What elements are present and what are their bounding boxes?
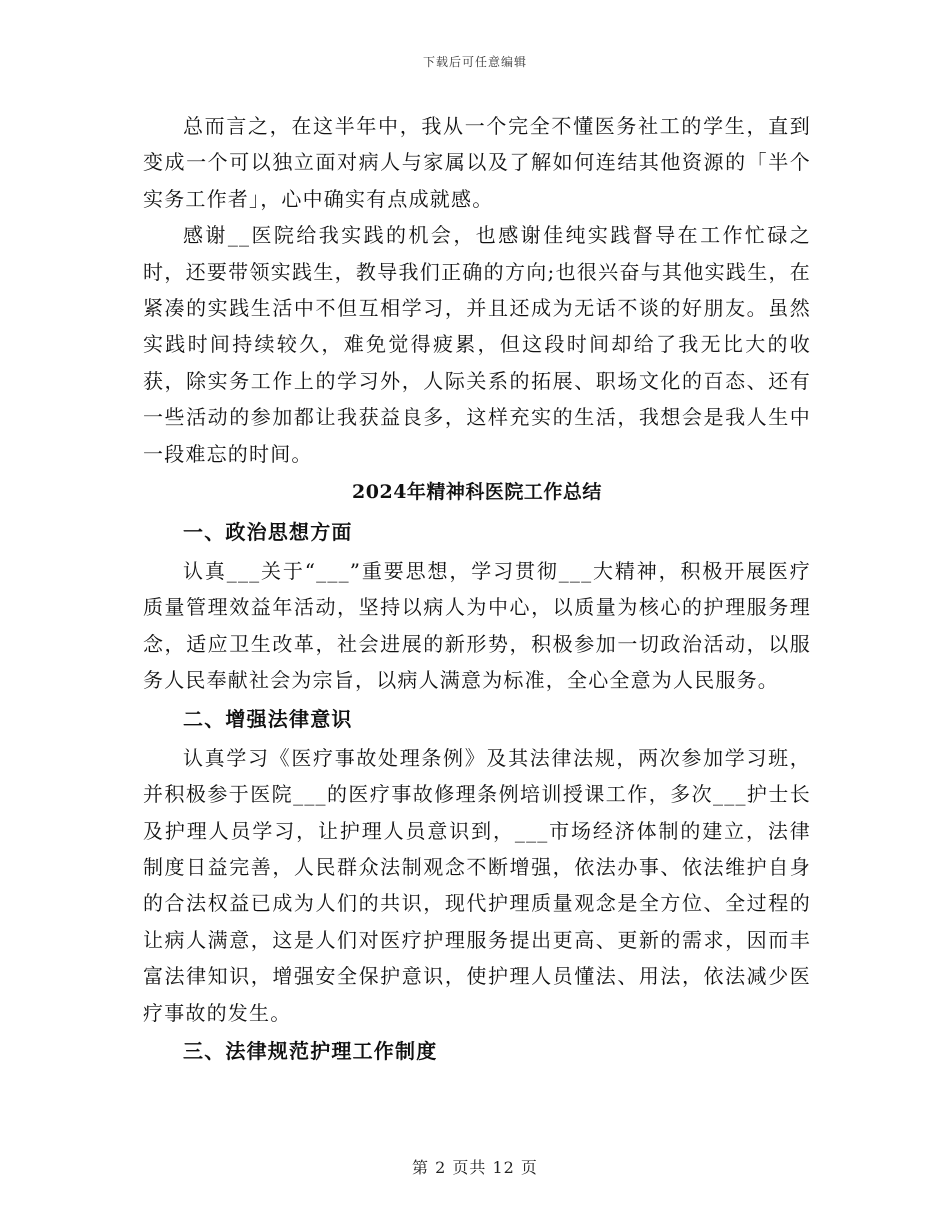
paragraph-law: 认真学习《医疗事故处理条例》及其法律法规，两次参加学习班，并积极参于医院___的医疗事故修理条例培训授课工作，多次___护士长及护理人员学习，让护理人员意识到，___市场经济体制的建立，法律制度日益完善，人民群众法制观念不断增强，依法办事、依法维护自身的合法权益已成为人们的共识，现代护理质量观念是全方位、全过程的让病人满意，这是人们对医疗护理服务提出更高、更新的需求，因而丰富法律知识，增强安全保护意识，使护理人员懂法、用法，依法减少医疗事故的发生。	[143, 745, 811, 1025]
section-heading-rules: 三、法律规范护理工作制度	[183, 1038, 438, 1063]
section-heading-law: 二、增强法律意识	[183, 706, 353, 731]
paragraph-conclusion: 总而言之，在这半年中，我从一个完全不懂医务社工的学生，直到变成一个可以独立面对病人与家属以及了解如何连结其他资源的「半个实务工作者」，心中确实有点成就感。	[143, 114, 811, 211]
section-heading-politics: 一、政治思想方面	[183, 520, 353, 545]
page-header: 下载后可任意编辑	[422, 55, 527, 69]
paragraph-politics: 认真___关于“___”重要思想，学习贯彻___大精神，积极开展医疗质量管理效益年活动，坚持以病人为中心，以质量为核心的护理服务理念，适应卫生改革，社会进展的新形势，积极参加一切政治活动，以服务人民奉献社会为宗旨，以病人满意为标准，全心全意为人民服务。	[143, 559, 811, 693]
paragraph-thanks: 感谢__医院给我实践的机会，也感谢佳纯实践督导在工作忙碌之时，还要带领实践生，教导我们正确的方向;也很兴奋与其他实践生，在紧凑的实践生活中不但互相学习，并且还成为无话不谈的好朋友。虽然实践时间持续较久，难免觉得疲累，但这段时间却给了我无比大的收获，除实务工作上的学习外，人际关系的拓展、职场文化的百态、还有一些活动的参加都让我获益良多，这样充实的生活，我想会是我人生中一段难忘的时间。	[143, 223, 811, 466]
page-footer: 第 2 页共 12 页	[412, 1158, 538, 1177]
document-title: 2024年精神科医院工作总结	[352, 481, 602, 504]
document-body	[143, 108, 811, 1072]
